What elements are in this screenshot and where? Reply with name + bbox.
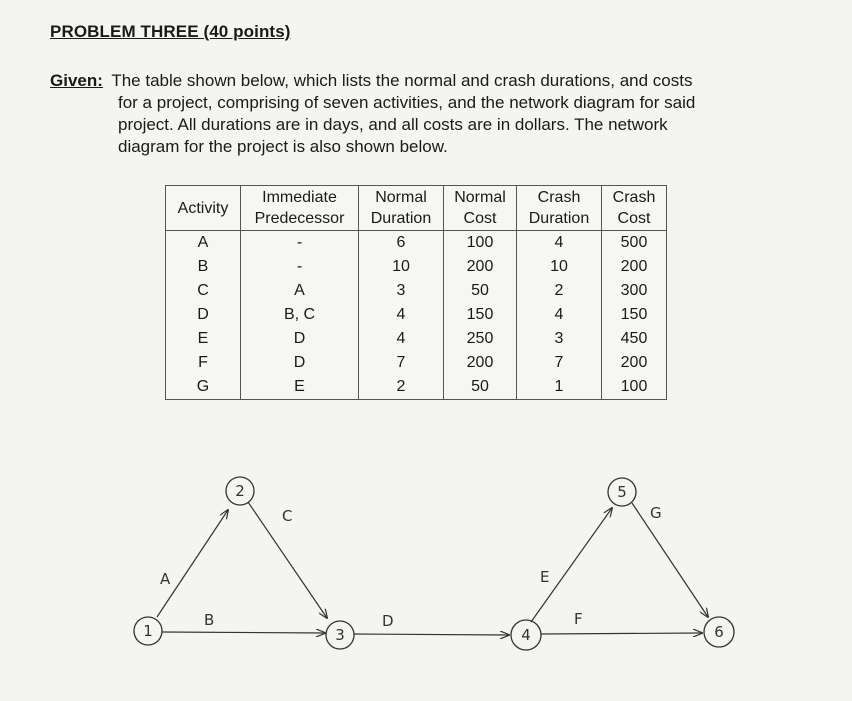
node-6-label: 6 bbox=[714, 623, 724, 641]
cell-normal-cost: 200 bbox=[444, 351, 517, 375]
cell-crash-cost: 200 bbox=[602, 351, 667, 375]
node-2-label: 2 bbox=[235, 482, 245, 500]
cell-normal-duration: 3 bbox=[359, 279, 444, 303]
cell-crash-duration: 7 bbox=[517, 351, 602, 375]
cell-crash-cost: 100 bbox=[602, 375, 667, 400]
cell-crash-cost: 300 bbox=[602, 279, 667, 303]
arc-a bbox=[157, 510, 228, 617]
arc-e bbox=[531, 508, 612, 622]
given-text-line-4: diagram for the project is also shown below. bbox=[118, 137, 448, 156]
cell-normal-duration: 7 bbox=[359, 351, 444, 375]
cell-crash-duration: 4 bbox=[517, 303, 602, 327]
node-5 bbox=[608, 478, 636, 506]
node-1-label: 1 bbox=[143, 622, 153, 640]
cell-predecessor: D bbox=[241, 351, 359, 375]
arc-g-label: G bbox=[650, 504, 662, 522]
cell-crash-cost: 450 bbox=[602, 327, 667, 351]
cell-normal-cost: 50 bbox=[444, 279, 517, 303]
cell-normal-duration: 10 bbox=[359, 255, 444, 279]
given-label: Given: bbox=[50, 71, 103, 90]
cell-predecessor: E bbox=[241, 375, 359, 400]
arc-d bbox=[354, 634, 509, 635]
given-text-line-2: for a project, comprising of seven activities, and the network diagram for said bbox=[118, 93, 696, 112]
node-4-label: 4 bbox=[521, 626, 531, 644]
cell-predecessor: - bbox=[241, 255, 359, 279]
cell-crash-cost: 500 bbox=[602, 231, 667, 256]
cell-activity: E bbox=[166, 327, 241, 351]
cell-crash-duration: 4 bbox=[517, 231, 602, 256]
cell-normal-duration: 4 bbox=[359, 303, 444, 327]
cell-normal-cost: 150 bbox=[444, 303, 517, 327]
arc-a-label: A bbox=[160, 570, 171, 588]
given-text-line-1: The table shown below, which lists the normal and crash durations, and costs bbox=[111, 71, 693, 90]
problem-title: PROBLEM THREE (40 points) bbox=[50, 22, 291, 41]
cell-activity: F bbox=[166, 351, 241, 375]
node-2 bbox=[226, 477, 254, 505]
node-3 bbox=[326, 621, 354, 649]
node-5-label: 5 bbox=[617, 483, 627, 501]
cell-crash-duration: 3 bbox=[517, 327, 602, 351]
node-4 bbox=[511, 620, 541, 650]
header-activity: Activity bbox=[166, 186, 241, 231]
cell-normal-duration: 4 bbox=[359, 327, 444, 351]
cell-normal-duration: 2 bbox=[359, 375, 444, 400]
arc-g bbox=[632, 503, 708, 617]
header-crash-duration: Crash Duration bbox=[517, 186, 602, 231]
header-crash-cost: Crash Cost bbox=[602, 186, 667, 231]
arc-f-label: F bbox=[574, 610, 583, 628]
cell-crash-duration: 2 bbox=[517, 279, 602, 303]
arc-b bbox=[162, 632, 325, 633]
arc-f bbox=[541, 633, 702, 634]
node-3-label: 3 bbox=[335, 626, 345, 644]
cell-activity: G bbox=[166, 375, 241, 400]
cell-activity: B bbox=[166, 255, 241, 279]
node-1 bbox=[134, 617, 162, 645]
cell-normal-duration: 6 bbox=[359, 231, 444, 256]
cell-normal-cost: 250 bbox=[444, 327, 517, 351]
cell-predecessor: D bbox=[241, 327, 359, 351]
cell-crash-cost: 200 bbox=[602, 255, 667, 279]
cell-crash-duration: 1 bbox=[517, 375, 602, 400]
cell-predecessor: A bbox=[241, 279, 359, 303]
arc-b-label: B bbox=[204, 611, 215, 629]
cell-activity: C bbox=[166, 279, 241, 303]
header-normal-cost: Normal Cost bbox=[444, 186, 517, 231]
cell-predecessor: - bbox=[241, 231, 359, 256]
arc-d-label: D bbox=[382, 612, 394, 630]
arc-e-label: E bbox=[540, 568, 550, 586]
cell-activity: D bbox=[166, 303, 241, 327]
given-text-line-3: project. All durations are in days, and all costs are in dollars. The network bbox=[118, 115, 668, 134]
arc-c-label: C bbox=[282, 507, 293, 525]
header-normal-duration: Normal Duration bbox=[359, 186, 444, 231]
cell-normal-cost: 100 bbox=[444, 231, 517, 256]
cell-activity: A bbox=[166, 231, 241, 256]
cell-predecessor: B, C bbox=[241, 303, 359, 327]
header-immediate-predecessor: Immediate Predecessor bbox=[241, 186, 359, 231]
node-6 bbox=[704, 617, 734, 647]
cell-normal-cost: 50 bbox=[444, 375, 517, 400]
cell-crash-cost: 150 bbox=[602, 303, 667, 327]
cell-crash-duration: 10 bbox=[517, 255, 602, 279]
cell-normal-cost: 200 bbox=[444, 255, 517, 279]
